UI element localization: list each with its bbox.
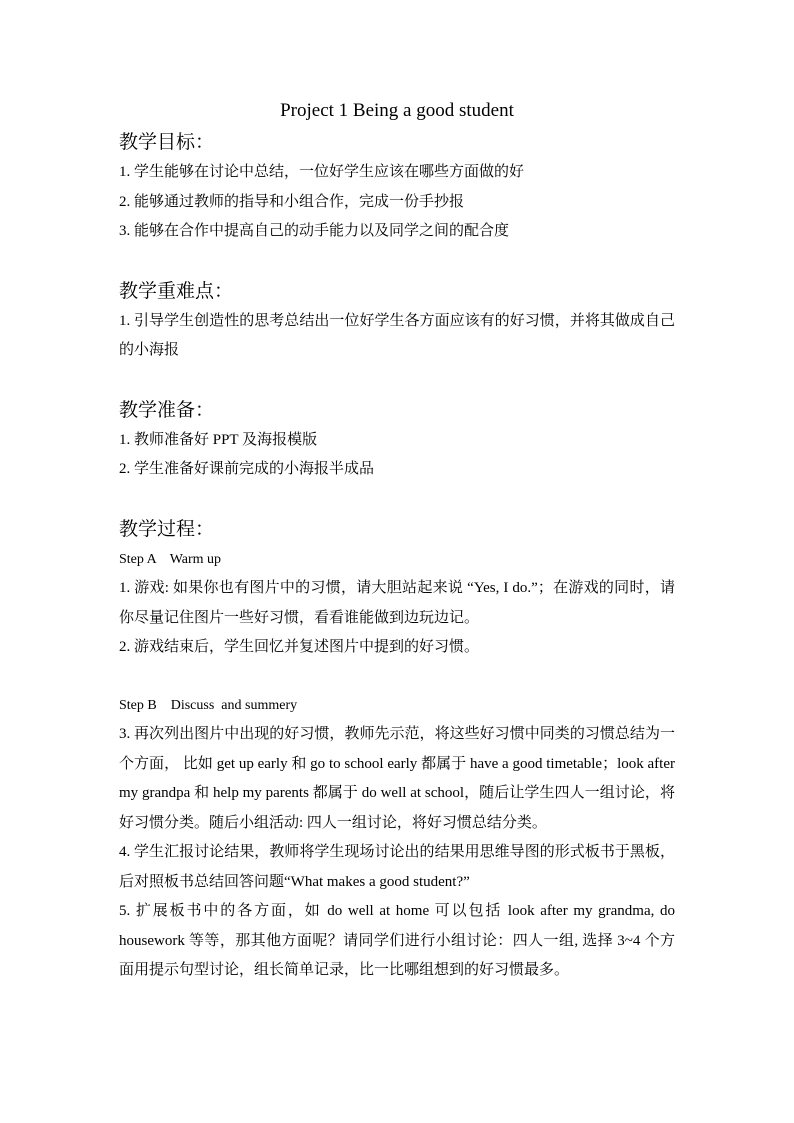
spacer bbox=[119, 663, 675, 691]
objectives-section bbox=[119, 128, 675, 247]
preparation-section bbox=[119, 396, 675, 485]
step-a-label: Step A Warm up bbox=[119, 551, 222, 567]
objective-item: 1. 学生能够在讨论中总结，一位好学生应该在哪些方面做的好 bbox=[119, 164, 525, 180]
spacer bbox=[119, 247, 675, 277]
key-points-heading: 教学重难点： bbox=[119, 280, 234, 302]
process-heading: 教学过程： bbox=[119, 518, 215, 540]
step-b-item: 4. 学生汇报讨论结果，教师将学生现场讨论出的结果用思维导图的形式板书于黑板，后对照板书总结回答问题“What makes a good student?” bbox=[119, 844, 675, 890]
key-point-item: 1. 引导学生创造性的思考总结出一位好学生各方面应该有的好习惯，并将其做成自己的小海报 bbox=[119, 312, 675, 358]
process-section bbox=[119, 515, 675, 986]
step-b-label: Step B Discuss and summery bbox=[119, 697, 298, 713]
step-a-item: 1. 游戏: 如果你也有图片中的习惯，请大胆站起来说 “Yes, I do.”；在游戏的同时，请你尽量记住图片一些好习惯，看看谁能做到边玩边记。 bbox=[119, 580, 675, 626]
spacer bbox=[119, 366, 675, 396]
objective-item: 3. 能够在合作中提高自己的动手能力以及同学之间的配合度 bbox=[119, 223, 510, 239]
document-title: Project 1 Being a good student bbox=[280, 100, 514, 121]
preparation-item: 2. 学生准备好课前完成的小海报半成品 bbox=[119, 461, 375, 477]
step-a-item: 2. 游戏结束后，学生回忆并复述图片中提到的好习惯。 bbox=[119, 639, 480, 655]
key-points-section bbox=[119, 277, 675, 366]
step-b-item: 5. 扩展板书中的各方面，如 do well at home 可以包括 look after my grandma, do housework 等等，那其他方面呢？请同学们进行小组讨论：四人一组, 选择 3~4 个方面用提示句型讨论，组长简单记录，比一比哪组想到的好习惯最多。 bbox=[119, 903, 675, 978]
spacer bbox=[119, 485, 675, 515]
preparation-item: 1. 教师准备好 PPT 及海报模版 bbox=[119, 431, 318, 448]
objectives-heading: 教学目标： bbox=[119, 132, 215, 153]
step-b-item: 3. 再次列出图片中出现的好习惯，教师先示范，将这些好习惯中同类的习惯总结为一个方面， 比如 get up early 和 go to school early 都属于 have a good timetable；look after my grandpa 和 help my parents 都属于 do well at school，随后让学生四人一组讨论，将好习惯分类。随后小组活动: 四人一组讨论，将好习惯总结分类。 bbox=[119, 726, 675, 831]
objective-item: 2. 能够通过教师的指导和小组合作，完成一份手抄报 bbox=[119, 193, 465, 210]
preparation-heading: 教学准备： bbox=[119, 399, 215, 421]
document-page bbox=[119, 96, 675, 986]
